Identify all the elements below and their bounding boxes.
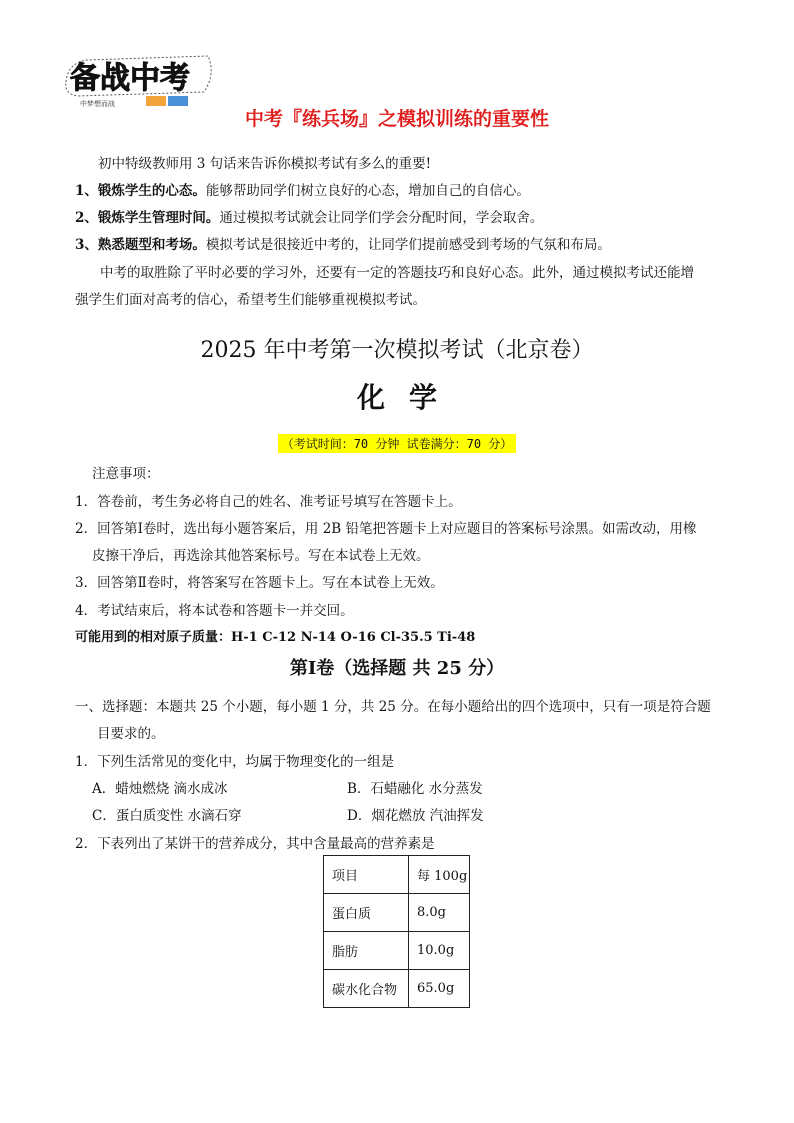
note-item-4: 4．考试结束后，将本试卷和答题卡一并交回。 — [75, 603, 354, 619]
point-text: 通过模拟考试就会让同学们学会分配时间，学会取舍。 — [219, 210, 544, 226]
point-text: 模拟考试是很接近中考的，让同学们提前感受到考场的气氛和布局。 — [205, 237, 611, 253]
question-1-option-c: C．蛋白质变性 水滴石穿 — [92, 808, 242, 824]
promo-closing-line-1: 中考的取胜除了平时必要的学习外，还要有一定的答题技巧和良好心态。此外，通过模拟考试还能增 — [100, 265, 694, 281]
nutrition-table — [323, 855, 470, 1008]
point-label: 2、锻炼学生管理时间。 — [75, 210, 220, 226]
table-cell: 8.0g — [409, 894, 470, 932]
notes-heading: 注意事项： — [92, 466, 160, 482]
table-cell: 每 100g — [409, 856, 470, 894]
note-item-2-cont: 皮擦干净后，再选涂其他答案标号。写在本试卷上无效。 — [92, 548, 430, 564]
point-label: 3、熟悉题型和考场。 — [75, 237, 206, 253]
note-item-2: 2．回答第Ⅰ卷时，选出每小题答案后，用 2B 铅笔把答题卡上对应题目的答案标号涂黑。如需改动，用橡 — [75, 521, 697, 537]
table-cell: 蛋白质 — [324, 894, 409, 932]
section-instructions-line-2: 目要求的。 — [97, 726, 165, 742]
section-instructions-line-1: 一、选择题：本题共 25 个小题，每小题 1 分，共 25 分。在每小题给出的四个选项中，只有一项是符合题 — [75, 699, 711, 715]
svg-text:备战中考: 备战中考 — [70, 61, 190, 96]
table-cell: 项目 — [324, 856, 409, 894]
promo-point-2 — [75, 206, 543, 226]
promo-title: 中考『练兵场』之模拟训练的重要性 — [244, 108, 549, 130]
note-item-1: 1．答卷前，考生务必将自己的姓名、准考证号填写在答题卡上。 — [75, 494, 462, 510]
section-title: 第Ⅰ卷（选择题 共 25 分） — [289, 658, 505, 679]
promo-point-3 — [75, 233, 611, 253]
table-row — [324, 970, 470, 1008]
promo-intro: 初中特级教师用 3 句话来告诉你模拟考试有多么的重要! — [98, 156, 432, 172]
atomic-masses: 可能用到的相对原子质量：H-1 C-12 N-14 O-16 Cl-35.5 Ti-48 — [75, 630, 476, 645]
table-cell: 碳水化合物 — [324, 970, 409, 1008]
question-2-stem: 2．下表列出了某饼干的营养成分，其中含量最高的营养素是 — [75, 836, 435, 852]
question-1-option-b: B．石蜡融化 水分蒸发 — [347, 781, 483, 797]
promo-closing-line-2: 强学生们面对高考的信心，希望考生们能够重视模拟考试。 — [75, 292, 426, 308]
svg-text:中梦想而战: 中梦想而战 — [80, 100, 115, 108]
question-1-option-d: D．烟花燃放 汽油挥发 — [347, 808, 484, 824]
table-row — [324, 932, 470, 970]
promo-point-1 — [75, 179, 530, 199]
question-1-option-a: A．蜡烛燃烧 滴水成冰 — [92, 781, 228, 797]
exam-title: 2025 年中考第一次模拟考试（北京卷） — [200, 338, 594, 363]
exam-time-info: （考试时间：70 分钟 试卷满分：70 分） — [278, 434, 517, 453]
note-item-3: 3．回答第Ⅱ卷时，将答案写在答题卡上。写在本试卷上无效。 — [75, 575, 444, 591]
table-cell: 65.0g — [409, 970, 470, 1008]
table-row — [324, 856, 470, 894]
exam-time-wrap — [0, 433, 794, 453]
point-label: 1、锻炼学生的心态。 — [75, 183, 206, 199]
table-cell: 10.0g — [409, 932, 470, 970]
table-cell: 脂肪 — [324, 932, 409, 970]
question-1-stem: 1．下列生活常见的变化中，均属于物理变化的一组是 — [75, 754, 395, 770]
table-row — [324, 894, 470, 932]
exam-subject: 化学 — [356, 381, 461, 414]
point-text: 能够帮助同学们树立良好的心态，增加自己的自信心。 — [205, 183, 530, 199]
